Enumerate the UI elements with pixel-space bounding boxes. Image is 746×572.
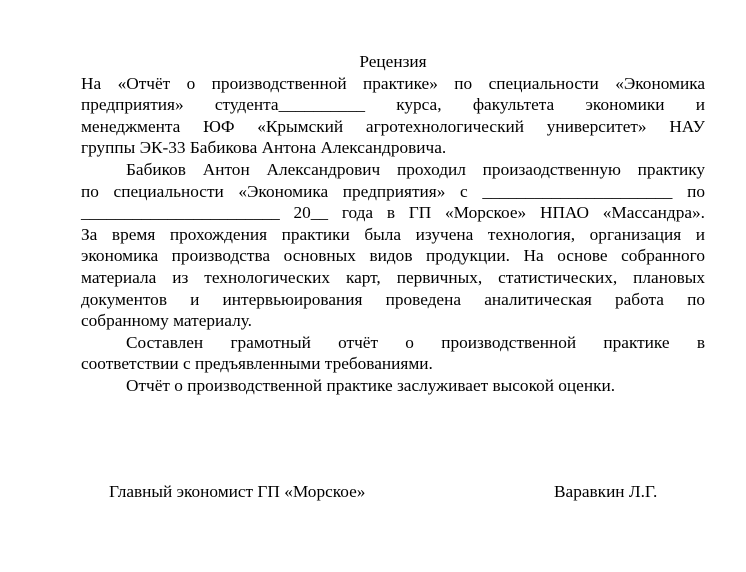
text-line: собранному материалу. [81, 311, 252, 331]
signature-position: Главный экономист ГП «Морское» [109, 482, 366, 501]
text-line: по специальности «Экономика предприятия» с ______________________ по [81, 181, 705, 201]
document-title: Рецензия [359, 52, 427, 71]
text-line: Составлен грамотный отчёт о производственной практике в [126, 332, 705, 352]
signature-name: Варавкин Л.Г. [554, 482, 658, 501]
text-line: Отчёт о производственной практике заслуживает высокой оценки. [126, 375, 616, 395]
text-line: соответствии с предъявленными требованиями. [81, 354, 433, 374]
review-document [81, 51, 705, 397]
paragraph-internship [81, 159, 705, 332]
paragraph-subject [81, 73, 705, 159]
text-line: Бабиков Антон Александрович проходил произаодственную практику [126, 159, 705, 179]
paragraph-conclusion [81, 375, 705, 397]
text-line: _______________________ 20__ года в ГП «Морское» НПАО «Массандра». [81, 203, 705, 223]
text-line: экономика производства основных видов продукции. На основе собранного [81, 246, 705, 266]
text-line: группы ЭК-33 Бабикова Антона Александровича. [81, 138, 447, 158]
text-line: За время прохождения практики была изучена технология, организация и [81, 224, 705, 244]
paragraph-report-quality [81, 332, 705, 375]
text-line: материала из технологических карт, первичных, статистических, плановых [81, 267, 705, 287]
text-line: предприятия» студента__________ курса, факультета экономики и [81, 95, 705, 115]
text-line: менеджмента ЮФ «Крымский агротехнологический университет» НАУ [81, 116, 705, 136]
text-line: На «Отчёт о производственной практике» по специальности «Экономика [81, 73, 705, 93]
text-line: документов и интервьюирования проведена аналитическая работа по [81, 289, 705, 309]
